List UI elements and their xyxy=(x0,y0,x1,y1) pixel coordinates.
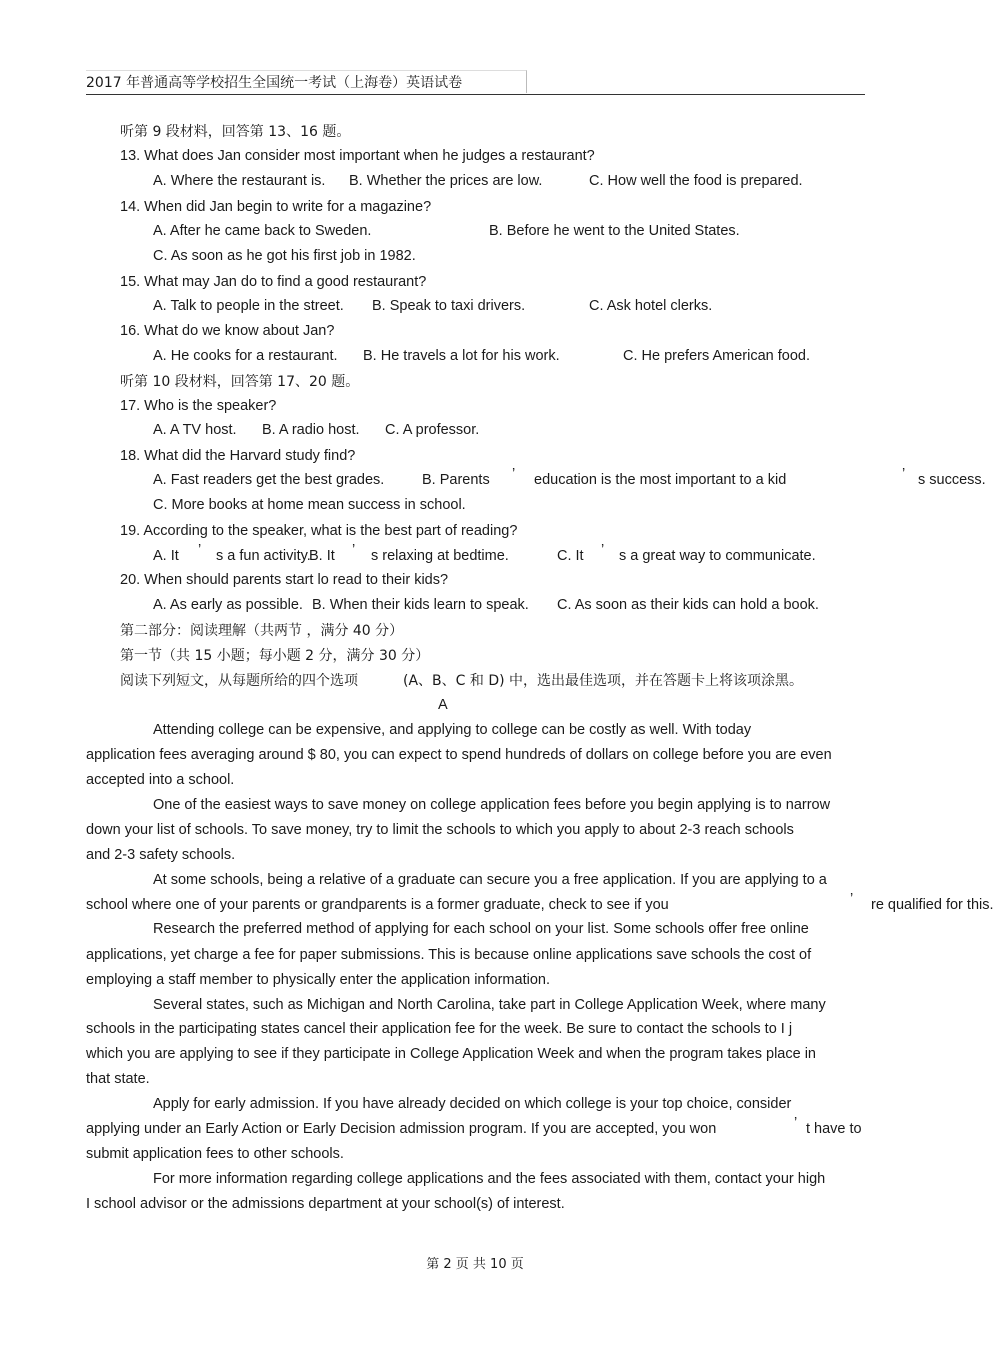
passage-apostrophe: ’ xyxy=(794,1115,798,1131)
q18-option-b-apostrophe-2: ’ xyxy=(902,466,906,482)
passage-line: that state. xyxy=(86,1071,150,1087)
q20-option-a: A. As early as possible. xyxy=(153,597,303,613)
q17-option-b: B. A radio host. xyxy=(262,422,360,438)
q17-option-a: A. A TV host. xyxy=(153,422,237,438)
passage-line: applications, yet charge a fee for paper submissions. This is because online applications save schools the cost of xyxy=(86,947,812,963)
material-9-instruction: 听第 9 段材料，回答第 13、16 题。 xyxy=(120,124,351,140)
q15-option-a: A. Talk to people in the street. xyxy=(153,298,344,314)
q18-option-b-part3: s success. xyxy=(918,472,986,488)
q19-option-b-apostrophe: ’ xyxy=(352,542,356,558)
passage-label: A xyxy=(438,697,448,713)
passage-line: school where one of your parents or grandparents is a former graduate, check to see if you xyxy=(86,897,669,913)
passage-line: Research the preferred method of applying for each school on your list. Some schools offer free online xyxy=(153,921,809,937)
q15-option-c: C. Ask hotel clerks. xyxy=(589,298,713,314)
q13-option-c: C. How well the food is prepared. xyxy=(589,173,803,189)
q19-option-a-apostrophe: ’ xyxy=(198,542,202,558)
q17-option-c: C. A professor. xyxy=(385,422,480,438)
passage-line: I school advisor or the admissions department at your school(s) of interest. xyxy=(86,1196,565,1212)
passage-line: submit application fees to other schools. xyxy=(86,1146,344,1162)
question-19: 19. According to the speaker, what is the best part of reading? xyxy=(120,523,518,539)
q16-option-c: C. He prefers American food. xyxy=(623,348,810,364)
question-14: 14. When did Jan begin to write for a magazine? xyxy=(120,199,432,215)
passage-line: down your list of schools. To save money, try to limit the schools to which you apply to about 2-3 reach schools xyxy=(86,822,794,838)
q18-option-b-part2: education is the most important to a kid xyxy=(534,472,787,488)
passage-line: applying under an Early Action or Early Decision admission program. If you are accepted, you won xyxy=(86,1121,717,1137)
q13-option-b: B. Whether the prices are low. xyxy=(349,173,543,189)
q13-option-a: A. Where the restaurant is. xyxy=(153,173,326,189)
passage-line: schools in the participating states cancel their application fee for the week. Be sure to contact the schools to I j xyxy=(86,1021,793,1037)
q20-option-c: C. As soon as their kids can hold a book. xyxy=(557,597,819,613)
q18-option-b-apostrophe: ’ xyxy=(512,466,516,482)
q16-option-a: A. He cooks for a restaurant. xyxy=(153,348,338,364)
q19-option-a-part2: s a fun activity. xyxy=(216,548,311,564)
passage-line: accepted into a school. xyxy=(86,772,235,788)
reading-instruction-part2: (A、B、C 和 D) 中，选出最佳选项，并在答题卡上将该项涂黑。 xyxy=(403,673,804,689)
q19-option-c-part1: C. It xyxy=(557,548,584,564)
passage-apostrophe: ’ xyxy=(850,891,854,907)
header-rule xyxy=(86,94,865,95)
question-13: 13. What does Jan consider most important when he judges a restaurant? xyxy=(120,148,595,164)
passage-line: For more information regarding college applications and the fees associated with them, contact your high xyxy=(153,1171,826,1187)
section-1-title: 第一节（共 15 小题；每小题 2 分，满分 30 分） xyxy=(120,648,430,664)
passage-line: One of the easiest ways to save money on college application fees before you begin applying is to narrow xyxy=(153,797,831,813)
q14-option-c: C. As soon as he got his first job in 1982. xyxy=(153,248,416,264)
q19-option-c-apostrophe: ’ xyxy=(601,542,605,558)
question-17: 17. Who is the speaker? xyxy=(120,398,277,414)
q19-option-a-part1: A. It xyxy=(153,548,179,564)
question-20: 20. When should parents start lo read to their kids? xyxy=(120,572,449,588)
q19-option-c-part2: s a great way to communicate. xyxy=(619,548,816,564)
q14-option-b: B. Before he went to the United States. xyxy=(489,223,740,239)
q18-option-c: C. More books at home mean success in school. xyxy=(153,497,466,513)
reading-instruction-part1: 阅读下列短文，从每题所给的四个选项 xyxy=(120,673,358,689)
question-15: 15. What may Jan do to find a good restaurant? xyxy=(120,274,427,290)
q14-option-a: A. After he came back to Sweden. xyxy=(153,223,372,239)
passage-line: t have to xyxy=(806,1121,862,1137)
part2-title: 第二部分：阅读理解（共两节 ，满分 40 分） xyxy=(120,623,404,639)
q19-option-b-part1: B. It xyxy=(309,548,335,564)
passage-line: and 2-3 safety schools. xyxy=(86,847,236,863)
passage-line: At some schools, being a relative of a graduate can secure you a free application. If you are applying to a xyxy=(153,872,827,888)
passage-line: which you are applying to see if they participate in College Application Week and when the program takes place in xyxy=(86,1046,816,1062)
passage-line: Several states, such as Michigan and North Carolina, take part in College Application Week, where many xyxy=(153,997,826,1013)
q19-option-b-part2: s relaxing at bedtime. xyxy=(371,548,509,564)
passage-line: employing a staff member to physically enter the application information. xyxy=(86,972,550,988)
q18-option-b-part1: B. Parents xyxy=(422,472,490,488)
question-16: 16. What do we know about Jan? xyxy=(120,323,335,339)
q16-option-b: B. He travels a lot for his work. xyxy=(363,348,560,364)
q18-option-a: A. Fast readers get the best grades. xyxy=(153,472,385,488)
material-10-instruction: 听第 10 段材料，回答第 17、20 题。 xyxy=(120,374,360,390)
question-18: 18. What did the Harvard study find? xyxy=(120,448,356,464)
passage-line: Apply for early admission. If you have already decided on which college is your top choice, consider xyxy=(153,1096,792,1112)
passage-line: application fees averaging around $ 80, you can expect to spend hundreds of dollars on college before you are even xyxy=(86,747,832,763)
passage-line: Attending college can be expensive, and applying to college can be costly as well. With today xyxy=(153,722,752,738)
page-header: 2017 年普通高等学校招生全国统一考试（上海卷）英语试卷 xyxy=(86,75,463,91)
q20-option-b: B. When their kids learn to speak. xyxy=(312,597,529,613)
q15-option-b: B. Speak to taxi drivers. xyxy=(372,298,526,314)
passage-line: re qualified for this. xyxy=(871,897,994,913)
page-footer: 第 2 页 共 10 页 xyxy=(426,1257,524,1272)
